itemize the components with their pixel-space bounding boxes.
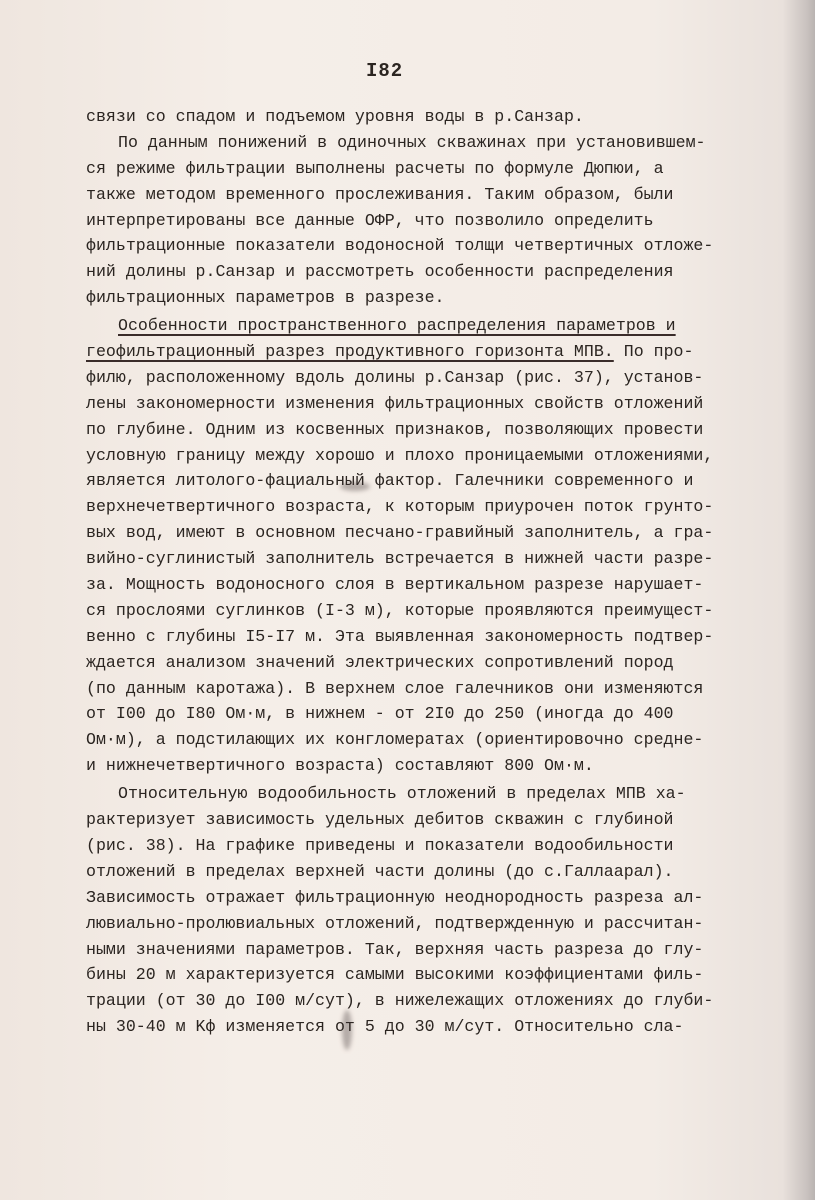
text-line: ся режиме фильтрации выполнены расчеты по формуле Дюпюи, а bbox=[86, 158, 664, 178]
text-line: ными значениями параметров. Так, верхняя часть разреза до глу- bbox=[86, 939, 704, 959]
text-line: условную границу между хорошо и плохо проницаемыми отложениями, bbox=[86, 445, 714, 465]
text-line: ждается анализом значений электрических сопротивлений пород bbox=[86, 652, 674, 672]
section-heading-line bbox=[86, 339, 786, 365]
section-heading-cont: геофильтрационный разрез продуктивного горизонта МПВ. bbox=[86, 342, 614, 362]
text-line: верхнечетвертичного возраста, к которым приурочен поток грунто- bbox=[86, 497, 714, 517]
text-line: от I00 до I80 Ом·м, в нижнем - от 2I0 до 250 (иногда до 400 bbox=[86, 704, 674, 724]
text-fragment: По про- bbox=[613, 342, 694, 362]
text-line: (по данным каротажа). В верхнем слое галечников они изменяются bbox=[86, 678, 704, 698]
ink-smudge bbox=[340, 482, 370, 491]
text-line: филю, расположенному вдоль долины р.Санзар (рис. 37), установ- bbox=[86, 367, 704, 387]
text-line: бины 20 м характеризуется самыми высокими коэффициентами филь- bbox=[86, 965, 704, 985]
section-heading: Особенности пространственного распределения параметров и bbox=[118, 316, 676, 336]
text-line: отложений в пределах верхней части долины (до с.Галлаарал). bbox=[86, 861, 674, 881]
text-line: и нижнечетвертичного возраста) составляют 800 Ом·м. bbox=[86, 756, 594, 776]
text-line: за. Мощность водоносного слоя в вертикальном разрезе нарушает- bbox=[86, 575, 704, 595]
text-line: также методом временного прослеживания. Таким образом, были bbox=[86, 184, 674, 204]
text-line: (рис. 38). На графике приведены и показатели водообильности bbox=[86, 835, 674, 855]
text-line: связи со спадом и подъемом уровня воды в р.Санзар. bbox=[86, 107, 584, 126]
text-line: рактеризует зависимость удельных дебитов скважин с глубиной bbox=[86, 810, 674, 830]
text-line: лены закономерности изменения фильтрационных свойств отложений bbox=[86, 393, 704, 413]
text-line: фильтрационные показатели водоносной толщи четвертичных отложе- bbox=[86, 236, 714, 256]
body-text bbox=[86, 104, 786, 1040]
text-line: Относительную водообильность отложений в пределах МПВ ха- bbox=[118, 784, 686, 804]
text-line: является литолого-фациальный фактор. Галечники современного и bbox=[86, 471, 694, 491]
page-number: I82 bbox=[366, 60, 404, 82]
text-line: По данным понижений в одиночных скважинах при установившем- bbox=[118, 132, 706, 152]
text-line: по глубине. Одним из косвенных признаков, позволяющих провести bbox=[86, 419, 704, 439]
ink-smudge bbox=[342, 1010, 352, 1050]
text-line: трации (от 30 до I00 м/сут), в нижележащих отложениях до глуби- bbox=[86, 991, 714, 1011]
text-line: интерпретированы все данные ОФР, что позволило определить bbox=[86, 210, 654, 230]
text-line: вийно-суглинистый заполнитель встречается в нижней части разре- bbox=[86, 549, 714, 569]
text-line: Зависимость отражает фильтрационную неоднородность разреза ал- bbox=[86, 887, 704, 907]
text-line: ны 30-40 м Kф изменяется от 5 до 30 м/сут. Относительно сла- bbox=[86, 1017, 684, 1037]
text-line: ся прослоями суглинков (I-3 м), которые проявляются преимущест- bbox=[86, 600, 714, 620]
text-line: фильтрационных параметров в разрезе. bbox=[86, 288, 445, 308]
text-line: венно с глубины I5-I7 м. Эта выявленная закономерность подтвер- bbox=[86, 626, 714, 646]
text-line: вых вод, имеют в основном песчано-гравийный заполнитель, а гра- bbox=[86, 523, 714, 543]
text-line: ний долины р.Санзар и рассмотреть особенности распределения bbox=[86, 262, 674, 282]
text-line: Ом·м), а подстилающих их конгломератах (ориентировочно средне- bbox=[86, 730, 704, 750]
text-line: лювиально-пролювиальных отложений, подтвержденную и рассчитан- bbox=[86, 913, 704, 933]
section-heading-line bbox=[86, 313, 786, 339]
